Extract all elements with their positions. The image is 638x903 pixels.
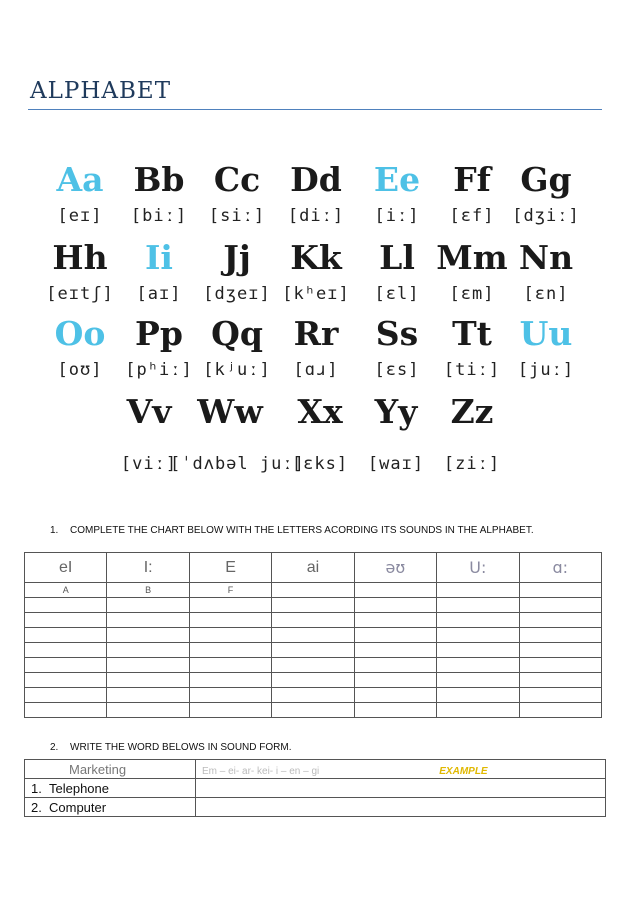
sound-cell[interactable] xyxy=(272,703,354,718)
word-cell xyxy=(25,798,196,817)
answer-cell[interactable] xyxy=(196,798,606,817)
title-divider xyxy=(28,109,602,110)
alphabet-letter: Jj xyxy=(223,238,251,277)
sound-cell[interactable] xyxy=(519,628,601,643)
sound-header: əʊ xyxy=(354,553,436,583)
alphabet-ipa: [diː] xyxy=(287,206,345,226)
item-number: 2. xyxy=(31,799,42,815)
sound-cell[interactable] xyxy=(189,703,271,718)
alphabet-letter: Ww xyxy=(197,392,263,431)
sound-cell[interactable] xyxy=(25,703,107,718)
alphabet-ipa: [eɪ] xyxy=(57,206,103,226)
alphabet-ipa: [oʊ] xyxy=(57,360,103,380)
sound-cell[interactable] xyxy=(272,688,354,703)
sound-cell[interactable] xyxy=(189,658,271,673)
sound-cell[interactable] xyxy=(354,628,436,643)
sound-cell[interactable] xyxy=(437,703,519,718)
sound-cell[interactable] xyxy=(189,673,271,688)
alphabet-letter: Aa xyxy=(56,160,104,199)
sound-cell[interactable]: B xyxy=(107,583,189,598)
item-number: 1. xyxy=(31,780,42,796)
sound-cell[interactable] xyxy=(354,703,436,718)
alphabet-letter: Gg xyxy=(520,160,572,199)
alphabet-ipa: [tiː] xyxy=(443,360,501,380)
example-sound-cell[interactable]: Em – ei- ar- kei- i – en – gi EXAMPLE xyxy=(196,760,606,779)
alphabet-ipa: [biː] xyxy=(130,206,188,226)
sound-cell[interactable] xyxy=(272,658,354,673)
sound-cell[interactable] xyxy=(107,613,189,628)
alphabet-ipa: [ɛl] xyxy=(374,284,420,304)
alphabet-ipa: [pʰiː] xyxy=(125,360,193,380)
alphabet-letter: Yy xyxy=(374,392,418,431)
sound-cell[interactable] xyxy=(519,598,601,613)
alphabet-letter: Nn xyxy=(518,238,574,277)
sound-cell[interactable] xyxy=(25,688,107,703)
sound-cell[interactable] xyxy=(189,628,271,643)
alphabet-ipa: [dʒiː] xyxy=(512,206,580,226)
sound-cell[interactable] xyxy=(354,613,436,628)
sound-cell[interactable] xyxy=(437,613,519,628)
item-word: Telephone xyxy=(49,780,109,796)
alphabet-ipa: [ɛs] xyxy=(374,360,420,380)
sound-cell[interactable] xyxy=(107,643,189,658)
sound-cell[interactable] xyxy=(519,643,601,658)
alphabet-letter: Tt xyxy=(452,314,492,353)
alphabet-ipa: [juː] xyxy=(517,360,575,380)
sound-cell[interactable] xyxy=(272,673,354,688)
sound-cell[interactable] xyxy=(107,673,189,688)
sound-cell[interactable] xyxy=(354,673,436,688)
example-tag: EXAMPLE xyxy=(439,765,488,777)
sound-cell[interactable] xyxy=(437,673,519,688)
table-row xyxy=(25,798,606,817)
table-row xyxy=(25,598,602,613)
alphabet-ipa: [ˈdʌbəl juː] xyxy=(170,454,305,474)
alphabet-letter: Oo xyxy=(54,314,106,353)
alphabet-ipa: [eɪtʃ] xyxy=(46,284,114,304)
sound-header: U: xyxy=(437,553,519,583)
sound-cell[interactable] xyxy=(107,688,189,703)
sound-cell[interactable] xyxy=(437,628,519,643)
sound-cell[interactable] xyxy=(354,583,436,598)
table-row xyxy=(25,688,602,703)
alphabet-letter: Qq xyxy=(211,314,263,353)
sound-cell[interactable] xyxy=(437,658,519,673)
alphabet-letter: Kk xyxy=(290,238,342,277)
alphabet-letter: Ff xyxy=(453,160,491,199)
sound-cell[interactable] xyxy=(25,598,107,613)
alphabet-ipa: [kʰeɪ] xyxy=(282,284,350,304)
sound-header: eI xyxy=(25,553,107,583)
sound-cell[interactable]: F xyxy=(189,583,271,598)
sound-cell[interactable] xyxy=(272,643,354,658)
exercise-2-instruction: 2. WRITE THE WORD BELOWS IN SOUND FORM. xyxy=(50,742,292,753)
sound-cell[interactable] xyxy=(107,658,189,673)
sound-cell[interactable] xyxy=(189,613,271,628)
sound-cell[interactable] xyxy=(25,673,107,688)
sound-cell[interactable] xyxy=(25,643,107,658)
sound-cell[interactable] xyxy=(354,658,436,673)
sound-cell[interactable]: A xyxy=(25,583,107,598)
sound-cell[interactable] xyxy=(25,658,107,673)
alphabet-letter: Vv xyxy=(126,392,172,431)
exercise-1-instruction: 1. COMPLETE THE CHART BELOW WITH THE LETTERS ACORDING ITS SOUNDS IN THE ALPHABET. xyxy=(50,525,534,536)
alphabet-ipa: [kʲuː] xyxy=(203,360,271,380)
alphabet-letter: Zz xyxy=(450,392,494,431)
sound-cell[interactable] xyxy=(437,643,519,658)
sound-chart-table xyxy=(24,552,602,718)
alphabet-letter: Xx xyxy=(297,392,343,431)
alphabet-letter: Hh xyxy=(52,238,108,277)
sound-header: ai xyxy=(272,553,354,583)
sound-cell[interactable] xyxy=(519,688,601,703)
sound-cell[interactable] xyxy=(437,598,519,613)
table-row xyxy=(25,760,606,779)
alphabet-letter: Bb xyxy=(133,160,185,199)
example-word: Marketing xyxy=(25,760,196,779)
alphabet-letter: Ll xyxy=(379,238,415,277)
word-sound-table xyxy=(24,759,606,817)
table-row xyxy=(25,628,602,643)
sound-cell[interactable] xyxy=(107,598,189,613)
alphabet-ipa: [siː] xyxy=(208,206,266,226)
alphabet-ipa: [aɪ] xyxy=(136,284,182,304)
sound-cell[interactable] xyxy=(272,598,354,613)
table-row xyxy=(25,613,602,628)
alphabet-ipa: [ɛf] xyxy=(449,206,495,226)
table-row xyxy=(25,643,602,658)
sound-cell[interactable] xyxy=(519,613,601,628)
sound-cell[interactable] xyxy=(519,703,601,718)
sound-cell[interactable] xyxy=(189,643,271,658)
alphabet-letter: Mm xyxy=(436,238,508,277)
alphabet-ipa: [ɛn] xyxy=(523,284,569,304)
alphabet-ipa: [viː] xyxy=(120,454,178,474)
alphabet-letter: Dd xyxy=(290,160,342,199)
sound-cell[interactable] xyxy=(519,658,601,673)
alphabet-letter: Ee xyxy=(373,160,421,199)
sound-cell[interactable] xyxy=(25,613,107,628)
alphabet-letter: Ss xyxy=(375,314,419,353)
sound-header: I: xyxy=(107,553,189,583)
alphabet-letter: Pp xyxy=(135,314,183,353)
sound-cell[interactable] xyxy=(354,643,436,658)
sound-cell[interactable] xyxy=(25,628,107,643)
sound-cell[interactable] xyxy=(437,688,519,703)
sound-cell[interactable] xyxy=(519,673,601,688)
table-row xyxy=(25,658,602,673)
alphabet-letter: Uu xyxy=(519,314,573,353)
item-word: Computer xyxy=(49,799,107,815)
sound-header: ɑ: xyxy=(519,553,601,583)
table-row xyxy=(25,583,602,598)
sound-cell[interactable] xyxy=(437,583,519,598)
alphabet-letter: Ii xyxy=(145,238,173,277)
answer-cell[interactable] xyxy=(196,779,606,798)
alphabet-ipa: [dʒeɪ] xyxy=(203,284,271,304)
page-title: ALPHABET xyxy=(30,78,172,104)
sound-cell[interactable] xyxy=(519,583,601,598)
table-row xyxy=(25,673,602,688)
table-row xyxy=(25,779,606,798)
word-cell xyxy=(25,779,196,798)
sound-cell[interactable] xyxy=(107,628,189,643)
alphabet-ipa: [ziː] xyxy=(443,454,501,474)
alphabet-letter: Rr xyxy=(293,314,339,353)
alphabet-letter: Cc xyxy=(213,160,261,199)
sound-cell[interactable] xyxy=(189,598,271,613)
sound-cell[interactable] xyxy=(272,583,354,598)
alphabet-ipa: [iː] xyxy=(374,206,420,226)
table-row xyxy=(25,703,602,718)
sound-cell[interactable] xyxy=(272,613,354,628)
sound-cell[interactable] xyxy=(189,688,271,703)
sound-cell[interactable] xyxy=(272,628,354,643)
alphabet-ipa: [waɪ] xyxy=(367,454,425,474)
sound-header: E xyxy=(189,553,271,583)
sound-cell[interactable] xyxy=(354,688,436,703)
sound-cell[interactable] xyxy=(354,598,436,613)
alphabet-ipa: [ɛks] xyxy=(291,454,349,474)
sound-cell[interactable] xyxy=(107,703,189,718)
alphabet-ipa: [ɑɹ] xyxy=(293,360,339,380)
alphabet-ipa: [ɛm] xyxy=(449,284,495,304)
